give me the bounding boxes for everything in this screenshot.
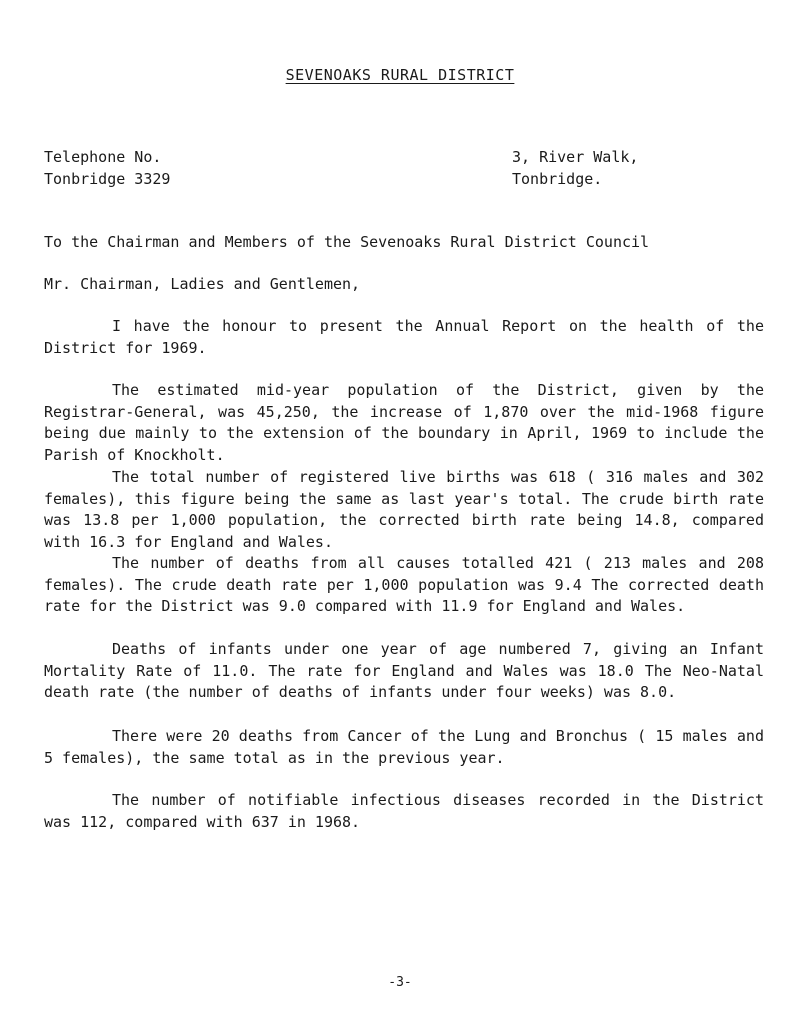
office-address bbox=[512, 146, 638, 190]
paragraph-births: The total number of registered live births was 618 ( 316 males and 302 females), this figure being the same as last year's total. The crude birth rate was 13.8 per 1,000 population, the corrected birth rate being 14.8, compared with 16.3 for England and Wales. bbox=[44, 468, 764, 551]
telephone-block bbox=[44, 146, 170, 190]
addressee-line: To the Chairman and Members of the Sevenoaks Rural District Council bbox=[44, 233, 650, 251]
paragraph-cancer: There were 20 deaths from Cancer of the Lung and Bronchus ( 15 males and 5 females), the same total as in the previous year. bbox=[44, 727, 764, 767]
paragraph-intro: I have the honour to present the Annual Report on the health of the District for 1969. bbox=[44, 317, 764, 357]
page-title bbox=[0, 66, 800, 84]
paragraph-deaths: The number of deaths from all causes totalled 421 ( 213 males and 208 females). The crude death rate per 1,000 population was 9.4 The corrected death rate for the District was 9.0 compared with 11.9 for England and Wales. bbox=[44, 554, 764, 615]
district-title: SEVENOAKS RURAL DISTRICT bbox=[285, 66, 515, 84]
address-street: 3, River Walk, bbox=[512, 148, 639, 166]
paragraph-infant-mortality: Deaths of infants under one year of age numbered 7, giving an Infant Mortality Rate of 11.0. The rate for England and Wales was 18.0 The Neo-Natal death rate (the number of deaths of infants under four weeks) was 8.0. bbox=[44, 640, 764, 701]
address-town: Tonbridge. bbox=[512, 170, 603, 188]
page-number: -3- bbox=[388, 975, 412, 990]
greeting-line: Mr. Chairman, Ladies and Gentlemen, bbox=[44, 275, 361, 293]
telephone-label: Telephone No. bbox=[44, 148, 162, 166]
paragraph-infectious-diseases: The number of notifiable infectious diseases recorded in the District was 112, compared with 637 in 1968. bbox=[44, 791, 764, 831]
paragraph-population: The estimated mid-year population of the District, given by the Registrar-General, was 45,250, the increase of 1,870 over the mid-1968 figure being due mainly to the extension of the boundary in April, 1969 to include the Parish of Knockholt. bbox=[44, 381, 764, 464]
telephone-number: Tonbridge 3329 bbox=[44, 170, 171, 188]
